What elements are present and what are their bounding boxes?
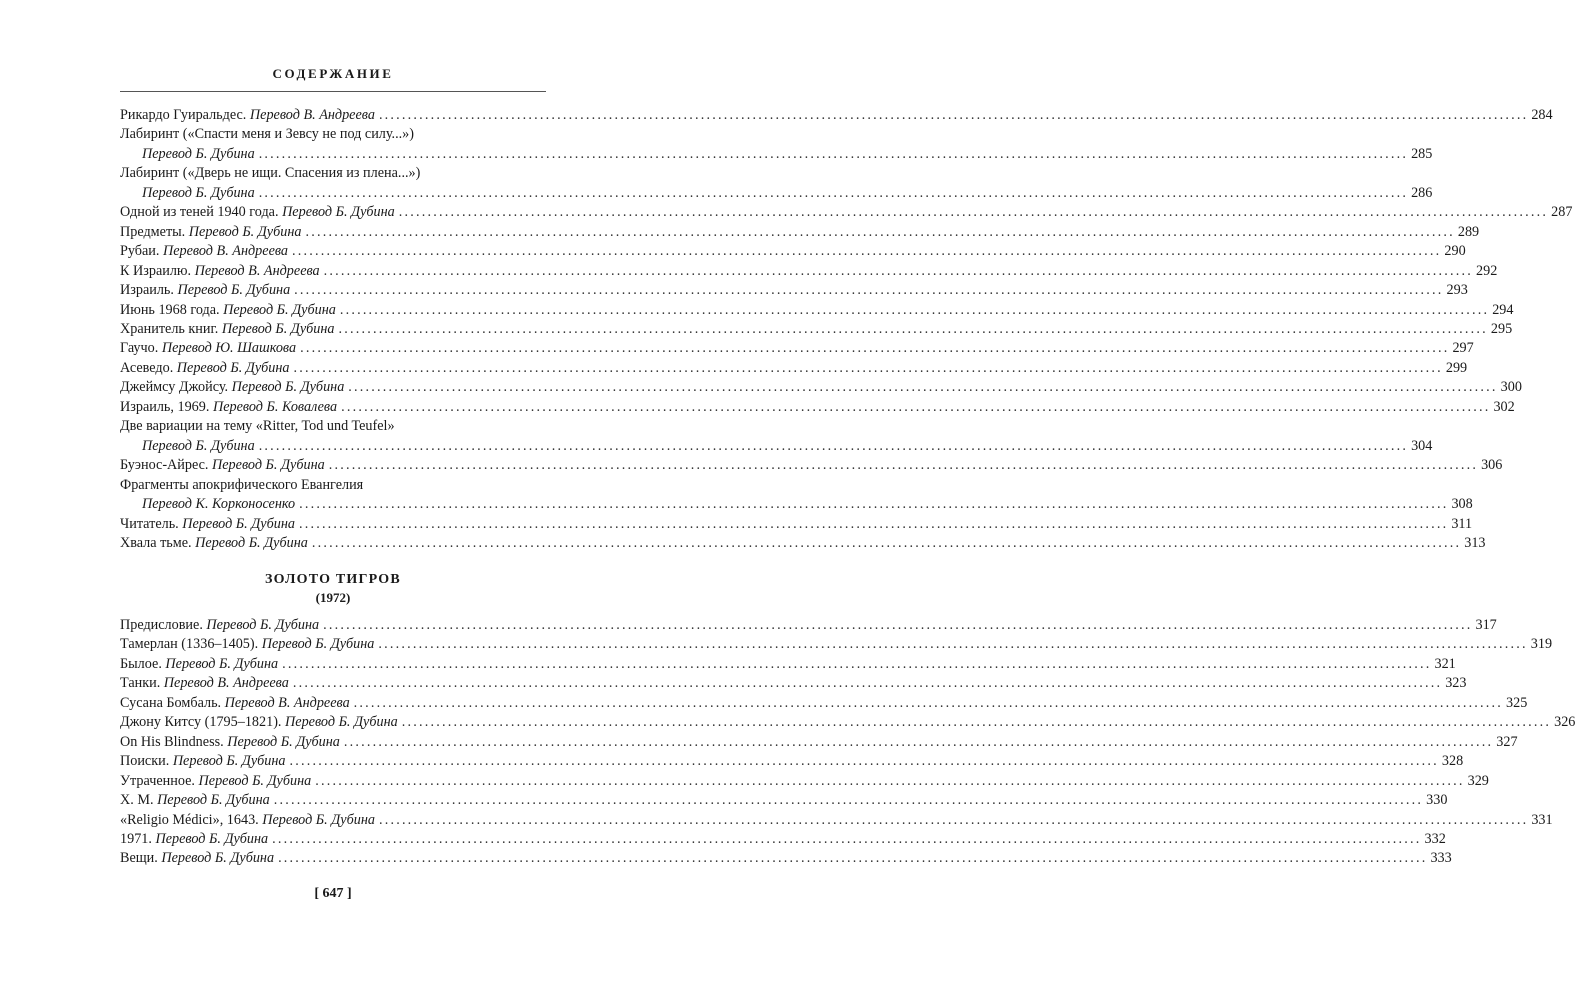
entry-translator: Перевод Б. Дубина	[142, 184, 255, 201]
toc-entry[interactable]	[120, 339, 1474, 358]
entry-page-number: 326	[1554, 714, 1575, 731]
running-header-title: СОДЕРЖАНИЕ	[272, 66, 394, 81]
entry-page-number: 289	[1457, 223, 1480, 240]
entry-page-number: 329	[1467, 772, 1489, 789]
section-heading	[120, 571, 546, 606]
dot-leader: ........................................................................................................................................................................................................	[292, 243, 1442, 260]
entry-page-number: 323	[1445, 675, 1467, 692]
entry-page-number: 287	[1551, 204, 1573, 221]
toc-entry[interactable]	[120, 125, 1433, 164]
entry-translator: Перевод В. Андреева	[163, 675, 289, 692]
entry-title: 1971.	[120, 830, 156, 847]
entry-page-number: 331	[1531, 811, 1553, 828]
entry-title: Две вариации на тему «Ritter, Tod und Teufel»	[120, 418, 395, 435]
entry-translator: Перевод В. Андреева	[194, 262, 320, 279]
toc-entry[interactable]	[120, 378, 1522, 397]
entry-page-number: 325	[1506, 694, 1528, 711]
toc-entry[interactable]	[120, 106, 1553, 125]
toc-entry[interactable]	[120, 398, 1515, 417]
entry-translator: Перевод Б. Дубина	[206, 617, 320, 633]
toc-entry[interactable]	[120, 772, 1489, 791]
entry-page-number: 308	[1451, 496, 1473, 513]
dot-leader: ........................................................................................................................................................................................................	[293, 359, 1443, 376]
dot-leader: ........................................................................................................................................................................................................	[289, 753, 1439, 770]
toc-entry[interactable]	[120, 733, 1518, 752]
entry-translator: Перевод Б. Ковалева	[212, 398, 338, 415]
toc-entry[interactable]	[120, 752, 1464, 771]
entry-title: Лабиринт («Дверь не ищи. Спасения из плена...»)	[120, 165, 421, 182]
dot-leader: ........................................................................................................................................................................................................	[323, 262, 1474, 279]
toc-entry[interactable]	[120, 655, 1456, 674]
entry-title: Тамерлан (1336–1405).	[120, 636, 262, 653]
entry-page-number: 304	[1411, 437, 1433, 454]
entry-title: Х. М.	[120, 792, 158, 809]
entry-title: Былое.	[120, 655, 166, 672]
entry-translator: Перевод Б. Дубина	[177, 282, 291, 299]
dot-leader: ........................................................................................................................................................................................................	[343, 733, 1494, 750]
entry-title: Джону Китсу (1795–1821).	[120, 714, 286, 731]
toc-section-2	[120, 616, 1575, 869]
entry-translator: Перевод Б. Дубина	[195, 534, 308, 551]
entry-page-number: 284	[1531, 107, 1553, 123]
dot-leader: ........................................................................................................................................................................................................	[299, 496, 1449, 513]
toc-entry[interactable]	[120, 534, 1486, 553]
dot-leader: ........................................................................................................................................................................................................	[378, 107, 1529, 123]
dot-leader: ........................................................................................................................................................................................................	[258, 145, 1409, 162]
entry-page-number: 293	[1446, 282, 1468, 299]
toc-entry[interactable]	[120, 203, 1573, 222]
toc-entry[interactable]	[120, 476, 1473, 515]
section-title: ЗОЛОТО ТИГРОВ	[265, 572, 401, 587]
entry-title: Утраченное.	[120, 772, 199, 789]
entry-page-number: 317	[1475, 617, 1497, 633]
toc-entry[interactable]	[120, 635, 1553, 654]
toc-entry[interactable]	[120, 301, 1514, 320]
toc-entry[interactable]	[120, 694, 1528, 713]
entry-translator: Перевод Б. Дубина	[157, 792, 270, 809]
dot-leader: ........................................................................................................................................................................................................	[258, 184, 1409, 201]
entry-page-number: 332	[1424, 830, 1446, 847]
entry-title: «Religio Médici», 1643.	[120, 811, 263, 828]
entry-page-number: 295	[1490, 320, 1513, 337]
dot-leader: ........................................................................................................................................................................................................	[339, 301, 1490, 318]
entry-title: Вещи.	[120, 850, 162, 867]
entry-title: Гаучо.	[120, 340, 162, 357]
dot-leader: ........................................................................................................................................................................................................	[323, 617, 1473, 633]
section-year: (1972)	[315, 590, 351, 605]
entry-title: On His Blindness.	[120, 733, 228, 750]
entry-page-number: 319	[1530, 636, 1553, 653]
entry-translator: Перевод Б. Дубина	[231, 379, 345, 396]
dot-leader: ........................................................................................................................................................................................................	[348, 379, 1498, 396]
toc-entry[interactable]	[120, 849, 1452, 868]
entry-title: Джеймсу Джойсу.	[120, 379, 232, 396]
entry-translator: Перевод Б. Дубина	[188, 223, 302, 240]
entry-title: Асеведо.	[120, 359, 177, 376]
toc-entry[interactable]	[120, 713, 1575, 732]
entry-translator: Перевод Б. Дубина	[227, 733, 340, 750]
toc-entry[interactable]	[120, 262, 1498, 281]
entry-page-number: 302	[1493, 398, 1515, 415]
header-rule	[120, 91, 546, 92]
entry-page-number: 292	[1476, 262, 1498, 279]
dot-leader: ........................................................................................................................................................................................................	[341, 398, 1491, 415]
entry-translator: Перевод Б. Дубина	[223, 301, 336, 318]
entry-page-number: 311	[1451, 515, 1473, 532]
entry-translator: Перевод К. Корконосенко	[142, 496, 296, 513]
toc-entry[interactable]	[120, 281, 1468, 300]
toc-entry[interactable]	[120, 417, 1433, 456]
toc-entry[interactable]	[120, 456, 1503, 475]
entry-title: Хвала тьме.	[120, 534, 196, 551]
entry-title: Предисловие.	[120, 617, 207, 633]
entry-translator: Перевод Б. Дубина	[182, 515, 295, 532]
dot-leader: ........................................................................................................................................................................................................	[378, 811, 1529, 828]
entry-title: Июнь 1968 года.	[120, 301, 224, 318]
toc-entry[interactable]	[120, 223, 1480, 242]
entry-page-number: 306	[1481, 457, 1503, 474]
entry-page-number: 294	[1492, 301, 1514, 318]
entry-title: Буэнос-Айрес.	[120, 457, 213, 474]
entry-page-number: 297	[1452, 340, 1474, 357]
toc-entry[interactable]	[120, 515, 1473, 534]
dot-leader: ........................................................................................................................................................................................................	[398, 204, 1549, 221]
entry-page-number: 328	[1441, 753, 1464, 770]
entry-title: Читатель.	[120, 515, 183, 532]
toc-entry[interactable]	[120, 791, 1448, 810]
dot-leader: ........................................................................................................................................................................................................	[298, 515, 1449, 532]
entry-translator: Перевод Ю. Шашкова	[161, 340, 297, 357]
entry-translator: Перевод Б. Дубина	[282, 204, 395, 221]
dot-leader: ........................................................................................................................................................................................................	[292, 675, 1443, 692]
entry-translator: Перевод Б. Дубина	[161, 850, 275, 867]
toc-entry[interactable]	[120, 359, 1468, 378]
dot-leader: ........................................................................................................................................................................................................	[273, 792, 1424, 809]
entry-title: Рикардо Гуиральдес.	[120, 107, 250, 123]
entry-translator: Перевод Б. Дубина	[262, 811, 375, 828]
entry-title: Лабиринт («Спасти меня и Зевсу не под силу...»)	[120, 126, 414, 143]
entry-translator: Перевод Б. Дубина	[165, 655, 279, 672]
dot-leader: ........................................................................................................................................................................................................	[305, 223, 1455, 240]
entry-title: Фрагменты апокрифического Евангелия	[120, 476, 364, 493]
entry-translator: Перевод Б. Дубина	[142, 437, 255, 454]
dot-leader: ........................................................................................................................................................................................................	[258, 437, 1409, 454]
dot-leader: ........................................................................................................................................................................................................	[282, 655, 1432, 672]
entry-translator: Перевод Б. Дубина	[172, 753, 286, 770]
dot-leader: ........................................................................................................................................................................................................	[300, 340, 1450, 357]
entry-title: Танки.	[120, 675, 164, 692]
entry-page-number: 290	[1444, 243, 1466, 260]
dot-leader: ........................................................................................................................................................................................................	[278, 850, 1428, 867]
entry-page-number: 313	[1464, 534, 1486, 551]
entry-translator: Перевод Б. Дубина	[198, 772, 312, 789]
entry-page-number: 330	[1426, 792, 1448, 809]
entry-translator: Перевод Б. Дубина	[285, 714, 398, 731]
entry-title: К Израилю.	[120, 262, 195, 279]
entry-translator: Перевод В. Андреева	[249, 107, 375, 123]
entry-translator: Перевод Б. Дубина	[155, 830, 269, 847]
entry-title: Рубаи.	[120, 243, 163, 260]
entry-title: Одной из теней 1940 года.	[120, 204, 283, 221]
entry-page-number: 286	[1411, 184, 1433, 201]
entry-page-number: 327	[1496, 733, 1518, 750]
toc-entry[interactable]	[120, 811, 1553, 830]
toc-entry[interactable]	[120, 320, 1513, 339]
dot-leader: ........................................................................................................................................................................................................	[338, 320, 1488, 337]
toc-entry[interactable]	[120, 674, 1467, 693]
entry-page-number: 300	[1500, 379, 1522, 396]
entry-translator: Перевод Б. Дубина	[261, 636, 375, 653]
dot-leader: ........................................................................................................................................................................................................	[353, 694, 1504, 711]
entry-title: Израиль, 1969.	[120, 398, 213, 415]
entry-title: Сусана Бомбаль.	[120, 694, 225, 711]
entry-translator: Перевод В. Андреева	[224, 694, 350, 711]
dot-leader: ........................................................................................................................................................................................................	[311, 534, 1462, 551]
entry-page-number: 299	[1445, 359, 1468, 376]
entry-page-number: 321	[1434, 655, 1456, 672]
entry-title: Хранитель книг.	[120, 320, 222, 337]
entry-translator: Перевод Б. Дубина	[176, 359, 290, 376]
dot-leader: ........................................................................................................................................................................................................	[378, 636, 1528, 653]
entry-translator: Перевод Б. Дубина	[212, 457, 325, 474]
dot-leader: ........................................................................................................................................................................................................	[294, 282, 1444, 299]
page-number: [ 647 ]	[314, 886, 352, 901]
entry-translator: Перевод В. Андреева	[163, 243, 289, 260]
entry-title: Поиски.	[120, 753, 173, 770]
dot-leader: ........................................................................................................................................................................................................	[315, 772, 1465, 789]
toc-section-1	[120, 106, 1573, 553]
dot-leader: ........................................................................................................................................................................................................	[272, 830, 1422, 847]
entry-page-number: 285	[1411, 145, 1433, 162]
toc-entry[interactable]	[120, 616, 1497, 635]
dot-leader: ........................................................................................................................................................................................................	[401, 714, 1552, 731]
entry-translator: Перевод Б. Дубина	[142, 145, 255, 162]
dot-leader: ........................................................................................................................................................................................................	[328, 457, 1479, 474]
toc-entry[interactable]	[120, 830, 1446, 849]
entry-page-number: 333	[1430, 850, 1452, 867]
toc-entry[interactable]	[120, 242, 1466, 261]
toc-entry[interactable]	[120, 164, 1433, 203]
running-header	[120, 66, 546, 100]
entry-title: Израиль.	[120, 282, 178, 299]
entry-translator: Перевод Б. Дубина	[221, 320, 335, 337]
entry-title: Предметы.	[120, 223, 189, 240]
